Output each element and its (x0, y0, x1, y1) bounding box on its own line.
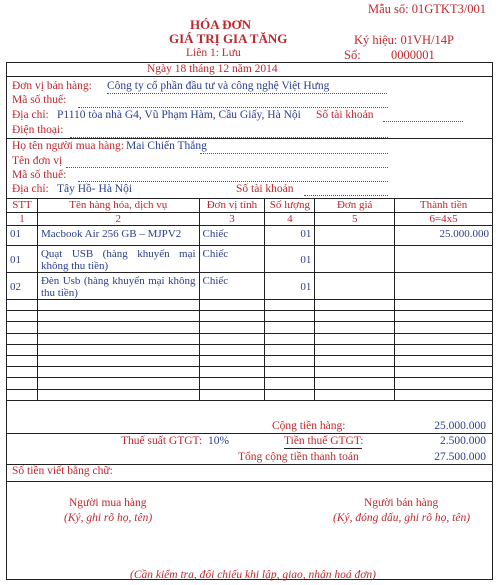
table-row (7, 273, 493, 300)
seller-name: Công ty cổ phần đầu tư và công nghệ Việt Hưng (107, 80, 330, 92)
footer-note: (Cần kiểm tra, đối chiếu khi lập, giao, nhận hoá đơn) (130, 569, 377, 581)
subtotal-value: 25.000.000 (434, 420, 486, 432)
buyer-signature-note: (Ký, ghi rõ họ, tên) (64, 512, 153, 524)
dotted-line (383, 121, 463, 122)
buyer-account-label: Số tài khoản (236, 183, 294, 195)
grand-total-value: 27.500.000 (434, 451, 486, 463)
dotted-line (107, 93, 387, 94)
vat-rate-label: Thuế suất GTGT: (121, 435, 203, 447)
invoice-number: 0000001 (391, 48, 435, 62)
row-price (315, 226, 395, 246)
dotted-line (66, 167, 388, 168)
empty-row (7, 367, 493, 378)
seller-address-label: Địa chỉ: (12, 109, 49, 121)
seller-signature-note: (Ký, đóng dấu, ghi rõ họ, tên) (333, 512, 471, 524)
copy-label: Liên 1: Lưu (186, 47, 241, 59)
row-stt: 02 (7, 273, 38, 300)
vat-amount-value: 2.500.000 (440, 435, 486, 447)
col-number: 1 (7, 213, 38, 226)
col-number: 5 (315, 213, 395, 226)
grand-total-label: Tổng cộng tiền thanh toán (238, 451, 359, 463)
col-number: 4 (265, 213, 315, 226)
vat-rate-value: 10% (208, 435, 230, 447)
col-header-price: Đơn giá (315, 199, 395, 213)
empty-row (7, 389, 493, 400)
empty-row (7, 333, 493, 344)
empty-row (7, 355, 493, 366)
col-header-stt: STT (7, 199, 38, 213)
subtotal-label: Cộng tiền hàng: (272, 420, 346, 432)
invoice-title: HÓA ĐƠN (190, 17, 252, 32)
invoice-date: Ngày 18 tháng 12 năm 2014 (147, 63, 278, 75)
amount-in-words-label: Số tiền viết bằng chữ: (12, 465, 113, 477)
row-quantity: 01 (265, 273, 315, 300)
vat-amount-label: Tiền thuế GTGT: (284, 435, 364, 447)
buyer-unit-label: Tên đơn vị (12, 155, 63, 167)
col-number: 3 (199, 213, 265, 226)
dotted-line (304, 195, 388, 196)
divider (6, 138, 493, 139)
row-product-name: Đèn Usb (hàng khuyến mại không thu tiền) (37, 273, 199, 300)
row-price (315, 246, 395, 273)
row-amount (395, 273, 493, 300)
buyer-address-label: Địa chỉ: (12, 183, 49, 195)
empty-row (7, 311, 493, 322)
row-unit: Chiếc (199, 246, 265, 273)
seller-phone-label: Điện thoại: (12, 124, 64, 136)
seller-account-label: Số tài khoản (316, 109, 374, 121)
underline (284, 448, 362, 449)
col-number: 6=4x5 (395, 213, 493, 226)
buyer-name-label: Họ tên người mua hàng: (12, 140, 124, 152)
empty-row (7, 344, 493, 355)
col-header-name: Tên hàng hóa, dịch vụ (37, 199, 199, 213)
seller-name-label: Đơn vị bán hàng: (12, 80, 92, 92)
seller-address: P1110 tòa nhà G4, Vũ Phạm Hàm, Cầu Giấy, Hà Nội (57, 109, 301, 121)
table-row (7, 246, 493, 273)
row-stt: 01 (7, 246, 38, 273)
buyer-address: Tây Hồ- Hà Nội (57, 183, 133, 195)
col-number: 2 (37, 213, 199, 226)
dotted-line (78, 181, 388, 182)
col-header-unit: Đơn vị tính (199, 199, 265, 213)
invoice-symbol: Ký hiệu: 01VH/14P (354, 33, 454, 47)
row-quantity: 01 (265, 246, 315, 273)
row-product-name: Quạt USB (hàng khuyến mại không thu tiền) (37, 246, 199, 273)
invoice-subtitle: GIÁ TRỊ GIA TĂNG (169, 31, 288, 46)
row-stt: 01 (7, 226, 38, 246)
items-table (6, 198, 493, 401)
divider (6, 433, 493, 434)
col-header-qty: Số lượng (265, 199, 315, 213)
form-number: Mẫu số: 01GTKT3/001 (368, 2, 487, 16)
row-amount (395, 246, 493, 273)
col-header-amount: Thành tiền (395, 199, 493, 213)
buyer-name: Mai Chiến Thắng (126, 140, 207, 152)
dotted-line (78, 107, 388, 108)
table-number-row (7, 213, 493, 226)
buyer-signature-title: Người mua hàng (69, 497, 147, 509)
row-price (315, 273, 395, 300)
buyer-tax-label: Mã số thuế: (12, 169, 67, 181)
row-unit: Chiếc (199, 273, 265, 300)
divider (6, 481, 493, 482)
empty-row (7, 300, 493, 311)
seller-signature-title: Người bán hàng (364, 497, 439, 509)
table-row (7, 226, 493, 246)
row-product-name: Macbook Air 256 GB – MJPV2 (37, 226, 199, 246)
table-header-row (7, 199, 493, 213)
invoice-number-label: Số: (344, 48, 361, 62)
row-quantity: 01 (265, 226, 315, 246)
divider (6, 76, 493, 77)
empty-row (7, 322, 493, 333)
row-unit: Chiếc (199, 226, 265, 246)
empty-row (7, 378, 493, 389)
seller-tax-label: Mã số thuế: (12, 94, 67, 106)
dotted-line (200, 153, 388, 154)
row-amount: 25.000.000 (395, 226, 493, 246)
